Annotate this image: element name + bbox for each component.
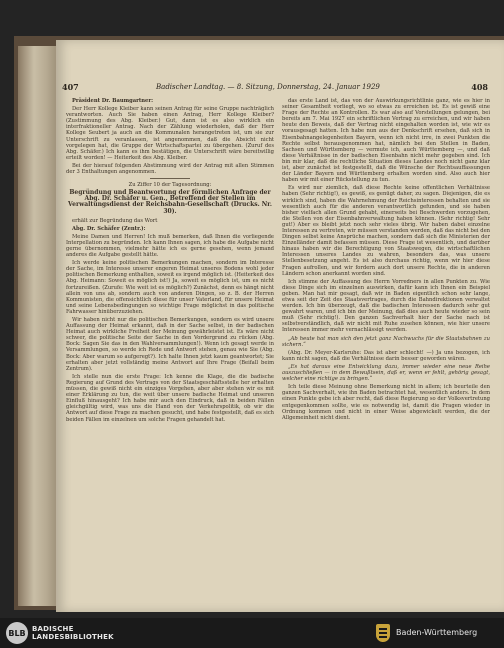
section-divider bbox=[150, 178, 190, 179]
paragraph: Ich stimme der Auffassung des Herrn Vorredners in allen Punkten zu. Wie diese Dinge sich im einzelnen auswirken, dafür kann ich Ihnen ein Beispiel geben. Man hat mir gesagt, daß wir in Baden eigentlich schon sehr lange, etwa seit der Zeit des Staatsvertrages, durch die Bahndirektionen verwaltet werden. Ich bin überzeugt, daß die badischen Interessen dadurch sehr gut gewahrt waren, und ich bin der Meinung, daß dies auch heute wieder so sein muß (Sehr richtig!). Den ganzen Sachverhalt hier der Sache nach ist selbstverständlich, daß wir nicht mit Ruhe zusehen können, wie hier unsere Interessen immer mehr vernachlässigt werden. bbox=[282, 278, 490, 334]
text-column-right bbox=[282, 98, 490, 423]
agenda-item: Zu Ziffer 10 der Tagesordnung: bbox=[128, 182, 212, 189]
library-name-line1: BADISCHE bbox=[32, 625, 74, 633]
paragraph: das erste Land ist, das von der Auswirkungsrichtlinie ganz, wie es hier in seiner Gesamtheit vorliegt, wo so etwas zu erreichen ist. Es ist gewiß eine Frage der Rechte an Kontrollen. Es war also auf Vorstellungen gelungen, bei bereits am 7. Mai 1927 ein schriftlichen Vertrag zu erreichen, und wir haben heute den Beweis, daß der Vertrag nicht eingehalten worden ist, wie wir es vorausgesagt hatten. Ich habe nun aus der Denkschrift ersehen, daß sich in Eisenbahnangelegenheiten Bayern, wenn ich nicht irre, in zwei Punkten die Rechte selbst herausgenommen hat, nämlich bei den Stellen in Baden, Sachsen und Württemberg — vermute ich, auch Württemberg —, und daß diese Verhältnisse in der badischen Eisenbahn nicht mehr gegeben sind. Ich bin mir klar, daß die rechtliche Situation dieses Landes noch nicht ganz klar ist, aber zunächst ist festgestellt, daß die Wünsche der Rechtsauffassungen der Länder Bayern und Württemberg erhalten worden sind. Also auch hier haben wir mit einer Rückstellung zu tun. bbox=[282, 98, 490, 184]
text-column-left bbox=[66, 98, 274, 425]
footer-bar bbox=[0, 618, 504, 648]
paragraph: Ich teile diese Meinung ohne Bemerkung nicht in allem; ich beurteile den ganzen Sachverhalt, wie ihn Baden betrachtet hat, wesentlich anders. In dem einen Punkte gebe ich aber recht, daß diese Regierung so der Volksvertretung entgegenkommen sollte, wie es notwendig ist, damit die Fragen wieder in Ordnung kommen und nicht in einer Weise abgewickelt werden, die der Allgemeinheit nicht dient. bbox=[282, 384, 490, 421]
running-head bbox=[62, 82, 494, 96]
quoted-passage: „Ab heute hat man sich den jetzt ganz Nachwuchs für die Staatsbahnen zu sichern.“ bbox=[282, 335, 490, 348]
paragraph: Ich stelle nun die erste Frage: Ich kenne die Klage, die die badische Regierung auf Grund des Vertrags von der Staatsgeschäftsstelle her erhalten müssen, die gewiß nicht ein einziges Vorgehen, aber aber stehen wir es mit einer Erklärung zu tun, die weit über unsere badische Heimat und unseren Einfluß hinausgeht? Ich habe mir auch den Eindruck, daß in beiden Fällen gleichgültig wird, was uns die Hand von der Verkehrspolitik, ob wir die Antwort auf diese Frage zu machen gesucht, und habe festgestellt, daß es sich beiden Fällen im einzelnen um solche Fragen gehandelt hat. bbox=[66, 373, 274, 423]
paragraph: Es wird nur ziemlich, daß diese Rechte keine offentlichen Verhältnisse haben (Sehr richtig!), es gewiß, es genügt daher, zu sagen. Diejenigen, die es wirklich sind, haben die Wahrnehmung der Reichsinteressen behalten und sie wesentlich auch für die anderen verantwortlich gefunden, und sie haben bisher vielfach allen Grund gehabt, einerseits bei Beschwerden vorzugehen, die Stellen von der Eisenbahnverwaltung haben können. (Sehr richtig! Sehr gut!) Aber es bleibt jetzt noch sehr vieles übrig. Wir haben dabei einzelne Interessen zu vertreten, wir müssen verstanden werden, daß das nicht bei den Dingen selbst keine Ansprüche machen, sondern daß sich die Ministerien der Einzelländer damit befassen müssen. Diese Frage ist wesentlich, und darüber hinaus haben wir die Berechtigung von Staatswegen, die wirtschaftlichen Interessen unseres Landes zu wahren, besonders das, was unsere Stellenbesetzung angeht. Es ist also durchaus richtig, wenn wir hier diese Fragen aufrollen, und wir fordern auch dort unsere Rechte, die in anderen Ländern schon anerkannt worden sind. bbox=[282, 185, 490, 277]
library-name[interactable] bbox=[32, 625, 114, 641]
running-title: Badischer Landtag. — 8. Sitzung, Donnerstag, 24. Januar 1929 bbox=[156, 83, 380, 91]
coat-of-arms-icon bbox=[376, 624, 390, 642]
paragraph: (Abg. Dr. Meyer-Karlsruhe: Das ist aber schlecht! —) Ja uns bezogen, ich kann nicht sagen, daß die Verhältnisse darin besser geworden wären. bbox=[282, 349, 490, 362]
book-page-edges bbox=[18, 46, 58, 606]
paragraph: Bei der hierauf folgenden Abstimmung wird der Antrag mit allen Stimmen der 3 Enthaltungen angenommen. bbox=[66, 162, 274, 176]
library-name-line2: LANDESBIBLIOTHEK bbox=[32, 633, 114, 641]
quoted-passage: „Es hat daraus eine Entwicklung dazu, immer wieder eine neue Reihe auszuschließen — in dem Bewußtsein, daß er, wenn er fehlt, gehörig gesagt, welcher eine richtige zu bringen.“ bbox=[282, 363, 490, 383]
blb-logo-icon[interactable]: BLB bbox=[6, 622, 28, 644]
paragraph: erhält zur Begründung das Wort bbox=[72, 217, 158, 224]
paragraph: Ich werde keine politischen Bemerkungen machen, sondern im Interesse der Sache, im Interesse unserer engeren Heimat unseres Bodens wohl jeder politischen Bemerkung enthalten, soweit es irgend möglich ist. (Heiterkeit des Abg. Heimann: Soweit es möglich ist!) Ja, soweit es möglich ist, um es nicht fortzureißen. (Zurufe: Wie weit ist es möglich?) Zunächst, denn es hängt nicht allein von uns ab, sondern auch von anderen Dingen, so z. B. der Herren Kommunisten, die offensichtlich diese für unser Vaterland, für unsere Heimat und seine Lebensbedingungen so wichtige Frage möglichst in das politische Fahrwasser hinüberzuziehen. bbox=[66, 260, 274, 315]
speaker-label: Präsident Dr. Baumgartner: bbox=[72, 98, 153, 104]
speaker-label: Abg. Dr. Schäfer (Zentr.): bbox=[72, 225, 146, 232]
paragraph: Wir haben nicht nur die politischen Bemerkungen, sondern es wird unsere Auffassung der Heimat erkannt, daß in der Sache selbst, in der badischen Heimat auch wirkliche Freiheit der Meinung gewährleistet ist. Es wäre nicht schwer, die politische Seite der Sache in den Vordergrund zu rücken (Abg. Bock: Sagen Sie das in den Wahlversammlungen!). Wenn ich gesagt werde in Versammlungen, so werde ich Rede und Antwort stehen, genau wie Sie (Abg. Bock: Aber warum so aufgeregt?). Ich halte Ihnen jetzt kaum geantwortet; Sie erhalten aber jetzt vollständig meine Antwort auf Ihre Frage (Beifall beim Zentrum). bbox=[66, 317, 274, 372]
page-number-right: 408 bbox=[471, 82, 488, 92]
section-heading: Begründung und Beantwortung der förmlichen Anfrage der Abg. Dr. Schäfer u. Gen., Betreffend der Stellen im Verwaltungsdienst der Reichsbahn-Gesellschaft (Drucks. Nr. 30). bbox=[68, 189, 272, 215]
paragraph: Der Herr Kollege Kleiber kann seinen Antrag für seine Gruppe nachträglich verantworten. Auch Sie haben einen Antrag, Herr Kollege Kleiber? (Zustimmung des Abg. Kleiber.) Gut, dann ist es also wirklich ein interfraktioneller Antrag. Nach der Zählung wiederholen, daß der Herr Kollege Seubert ja auch an die Kommunalen herangetreten ist, um sie zur Unterschrift zu veranlassen, ist angenommen, daß die Absicht nicht vorgelegen hat, die Gruppe der Wirtschaftspartei zu übergehen. (Zuruf des Abg. Schäfer.) Ich kann es ihm bestätigen, die Unterschrift wäre bereitwillig erteilt worden! — Heiterkeit des Abg. Kleiber. bbox=[66, 106, 274, 161]
state-name[interactable]: Baden-Württemberg bbox=[396, 628, 478, 637]
page-number-left: 407 bbox=[62, 82, 79, 92]
paragraph: Meine Damen und Herren! Ich muß bemerken, daß Ihnen die vorliegende Interpellation zu begründen. Ich kann Ihnen sagen, ich habe die Aufgabe nicht gerne übernommen, vielmehr hätte ich es gerne gesehen, wenn jemand anderes die Aufgabe gestellt hätte. bbox=[66, 233, 274, 259]
